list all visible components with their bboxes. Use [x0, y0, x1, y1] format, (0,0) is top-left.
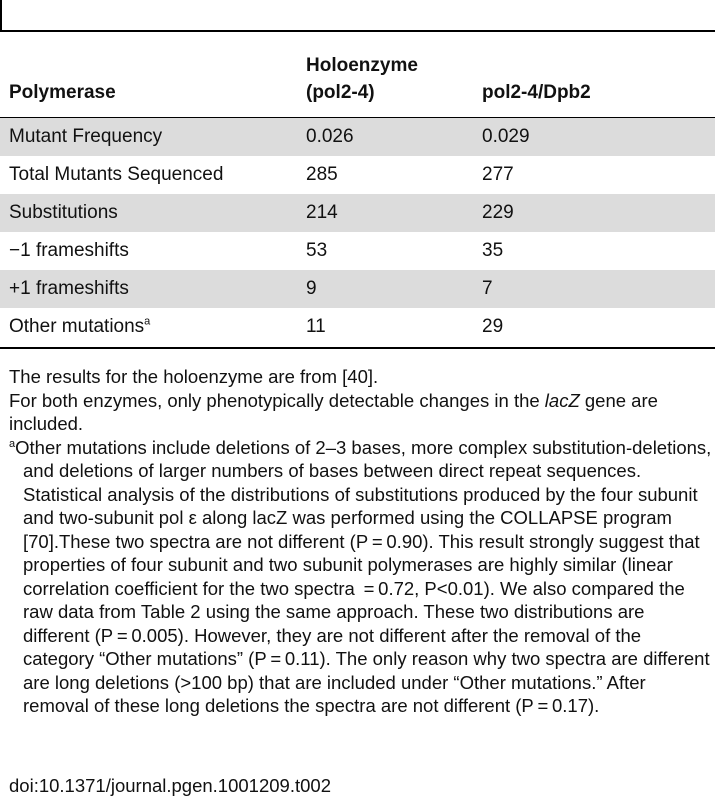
row-label: +1 frameshifts: [9, 278, 129, 299]
dpb2-value: 277: [482, 164, 514, 185]
note-lacz-pre: For both enzymes, only phenotypically detectable changes in the: [9, 389, 545, 411]
table-row: [0, 232, 715, 270]
header-holoenzyme-line1: Holoenzyme: [306, 55, 418, 76]
header-holoenzyme-line2: (pol2-4): [306, 82, 375, 103]
row-label: Substitutions: [9, 202, 118, 223]
footnote-marker: a: [144, 315, 151, 328]
dpb2-value: 35: [482, 240, 504, 261]
header-pol2-4-dpb2: pol2-4/Dpb2: [482, 82, 591, 103]
left-border: [0, 0, 2, 32]
row-label-text: Other mutations: [9, 316, 145, 337]
table-row: [0, 194, 715, 232]
row-label: −1 frameshifts: [9, 240, 129, 261]
doi-text: doi:10.1371/journal.pgen.1001209.t002: [9, 775, 331, 796]
table-row: [0, 308, 715, 346]
row-label: Mutant Frequency: [9, 126, 163, 147]
note-lacz: [9, 389, 715, 436]
dpb2-value: 29: [482, 316, 504, 337]
bottom-rule: [0, 347, 715, 349]
row-label: [9, 308, 150, 346]
table-row: [0, 118, 715, 156]
row-label: Total Mutants Sequenced: [9, 164, 224, 185]
header-polymerase: Polymerase: [9, 82, 116, 103]
footnote-a-text: Other mutations include deletions of 2–3 bases, more complex substitution-deletions, and deletions of larger numbers of bases between direct repeat sequences. Statistical analysis of the distributions of substitutions produced by the four subunit and two-subunit pol ε along lacZ was performed using the COLLAPSE program [70].These two spectra are not different (P = 0.90). This result strongly suggest that properties of four subunit and two subunit polymerases are highly similar (linear correlation coefficient for the two spectra = 0.72, P<0.01). We also compared the raw data from Table 2 using the same approach. These two distributions are different (P = 0.005). However, they are not different after the removal of the category “Other mutations” (P = 0.11). The only reason why two spectra are different are long deletions (>100 bp) that are included under “Other mutations.” After removal of these long deletions the spectra are not different (P = 0.17).: [15, 436, 712, 716]
top-rule: [0, 30, 715, 32]
table-notes: [9, 365, 715, 718]
holoenzyme-value: 53: [306, 240, 328, 261]
header-holoenzyme: [306, 52, 418, 106]
note-lacz-italic: lacZ: [544, 389, 580, 411]
dpb2-value: 0.029: [482, 126, 530, 147]
note-source: The results for the holoenzyme are from [40].: [9, 366, 379, 387]
dpb2-value: 7: [482, 278, 493, 299]
holoenzyme-value: 0.026: [306, 126, 354, 147]
dpb2-value: 229: [482, 202, 514, 223]
note-lacz-post: gene are included.: [9, 389, 658, 434]
holoenzyme-value: 11: [306, 316, 326, 337]
footnote-a: [9, 436, 715, 718]
footnote-a-marker: a: [9, 437, 16, 450]
holoenzyme-value: 9: [306, 278, 317, 299]
holoenzyme-value: 285: [306, 164, 338, 185]
table-row: [0, 270, 715, 308]
table-row: [0, 156, 715, 194]
holoenzyme-value: 214: [306, 202, 338, 223]
